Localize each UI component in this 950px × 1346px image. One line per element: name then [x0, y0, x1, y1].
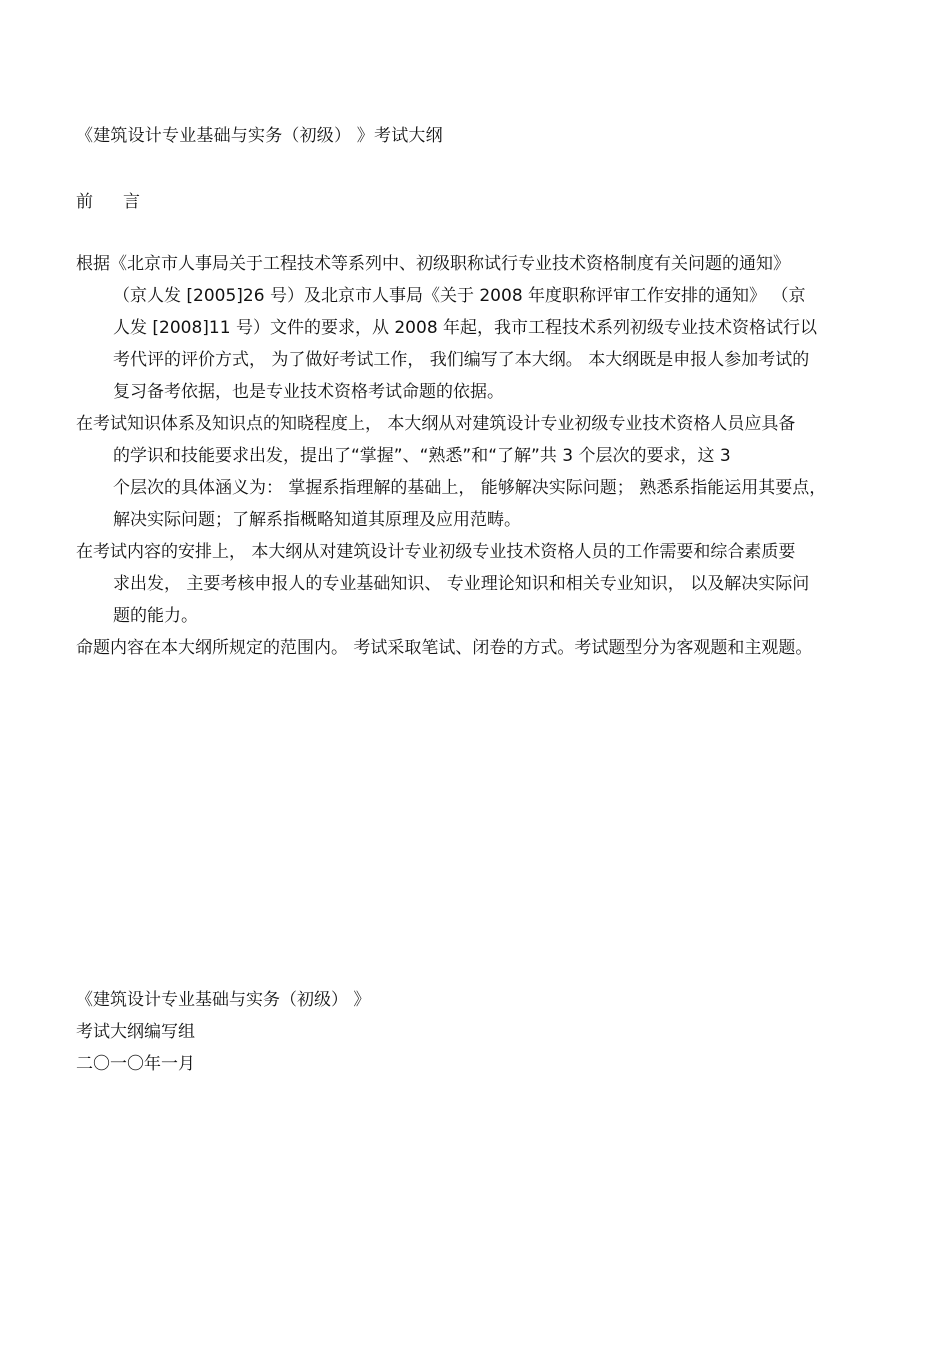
- paragraph-line: 考代评的评价方式， 为了做好考试工作， 我们编写了本大纲。 本大纲既是申报人参加考试的: [113, 350, 810, 370]
- paragraph-background: [76, 248, 876, 408]
- document-body: [76, 248, 876, 664]
- paragraph-first-line: 根据《北京市人事局关于工程技术等系列中、初级职称试行专业技术资格制度有关问题的通知》: [76, 254, 790, 274]
- paragraph-line: 的学识和技能要求出发，提出了“掌握”、“熟悉”和“了解”共 3 个层次的要求，这 3: [113, 446, 731, 466]
- document-footer: [76, 984, 370, 1080]
- paragraph-first-line: 命题内容在本大纲所规定的范围内。 考试采取笔试、闭卷的方式。考试题型分为客观题和主观题。: [76, 638, 813, 658]
- paragraph-line: 求出发， 主要考核申报人的专业基础知识、 专业理论知识和相关专业知识， 以及解决实际问: [113, 574, 810, 594]
- footer-date: 二〇一〇年一月: [76, 1054, 195, 1074]
- paragraph-knowledge-levels: [76, 408, 876, 536]
- document-title: 《建筑设计专业基础与实务（初级） 》考试大纲: [76, 126, 443, 146]
- footer-title: 《建筑设计专业基础与实务（初级） 》: [76, 990, 371, 1010]
- paragraph-line: 人发 [2008]11 号）文件的要求，从 2008 年起，我市工程技术系列初级专业技术资格试行以: [113, 318, 818, 338]
- paragraph-line: 题的能力。: [113, 606, 198, 626]
- paragraph-first-line: 在考试知识体系及知识点的知晓程度上， 本大纲从对建筑设计专业初级专业技术资格人员应具备: [76, 414, 796, 434]
- paragraph-line: 个层次的具体涵义为： 掌握系指理解的基础上， 能够解决实际问题； 熟悉系指能运用其要点，: [113, 478, 827, 498]
- paragraph-content-arrangement: [76, 536, 876, 632]
- paragraph-line: （京人发 [2005]26 号）及北京市人事局《关于 2008 年度职称评审工作安排的通知》 （京: [113, 286, 806, 306]
- preface-heading: 前言: [76, 192, 170, 212]
- paragraph-line: 解决实际问题；了解系指概略知道其原理及应用范畴。: [113, 510, 521, 530]
- paragraph-first-line: 在考试内容的安排上， 本大纲从对建筑设计专业初级专业技术资格人员的工作需要和综合素质要: [76, 542, 796, 562]
- paragraph-line: 复习备考依据，也是专业技术资格考试命题的依据。: [113, 382, 504, 402]
- footer-author: 考试大纲编写组: [76, 1022, 195, 1042]
- paragraph-exam-format: [76, 632, 876, 664]
